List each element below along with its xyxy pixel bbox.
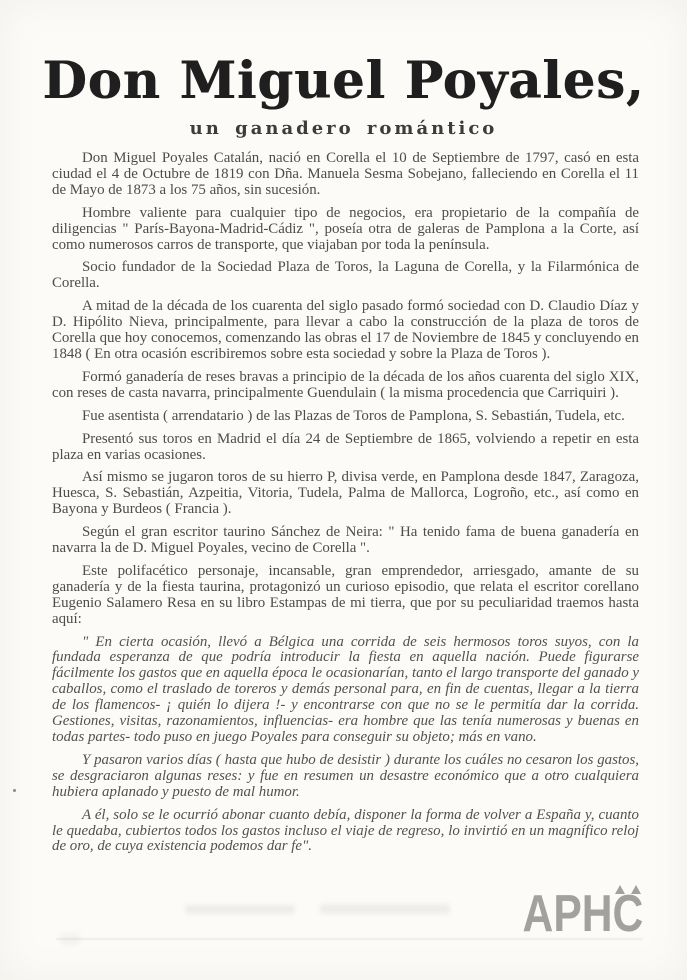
aphc-watermark: APHC bbox=[522, 885, 643, 943]
paragraph: A mitad de la década de los cuarenta del siglo pasado formó sociedad con D. Claudio Díaz y D. Hipólito Nieva, principalmente, para llevar a cabo la construcción de la plaza de toros de Corella que hoy conocemos, comenzando las obras el 17 de Noviembre de 1845 y concluyendo en 1848 ( En otra ocasión escribiremos sobre esta sociedad y sobre la Plaza de Toros ). bbox=[52, 298, 639, 362]
paragraph: " En cierta ocasión, llevó a Bélgica una corrida de seis hermosos toros suyos, con la fundada esperanza de que podría introducir la fiesta en aquella nación. Puede figurarse fácilmente los gastos que en aquella época le ocasionarían, tanto el largo transporte del ganado y caballos, como el traslado de toreros y demás personal para, en fin de cuentas, llegar a la tierra de los flamencos- ¡ quién lo dijera !- y encontrarse con que no se le permitía dar la corrida. Gestiones, visitas, razonamientos, influencias- era hombre que las tenía numerosas y buenas en todas partes- todo puso en juego Poyales para conseguir su objeto; más en vano. bbox=[52, 633, 639, 745]
page-bleedthrough-smudge bbox=[320, 904, 450, 914]
body-text bbox=[52, 151, 639, 855]
paragraph: Presentó sus toros en Madrid el día 24 de Septiembre de 1865, volviendo a repetir en esta plaza en varias ocasiones. bbox=[52, 430, 639, 463]
scan-speck bbox=[13, 789, 16, 792]
paragraph: Este polifacético personaje, incansable, gran emprendedor, arriesgado, amante de su ganadería y de la fiesta taurina, protagonizó un curioso episodio, que relata el escritor corellano Eugenio Salamero Resa en su libro Estampas de mi tierra, que por su peculiaridad traemos hasta aquí: bbox=[52, 562, 639, 627]
paragraph: Y pasaron varios días ( hasta que hubo de desistir ) durante los cuáles no cesaron los gastos, se desgraciaron algunas reses: y fue en resumen un desastre económico que a otro cualquiera hubiera aplanado y puesto de mal humor. bbox=[52, 751, 639, 800]
paragraph: Según el gran escritor taurino Sánchez de Neira: " Ha tenido fama de buena ganadería en navarra la de D. Miguel Poyales, vecino de Corella ". bbox=[52, 524, 639, 557]
paragraph: Así mismo se jugaron toros de su hierro P, divisa verde, en Pamplona desde 1847, Zaragoza, Huesca, S. Sebastián, Azpeitia, Vitoria, Tudela, Palma de Mallorca, Logroño, etc., así como en Bayona y Burdeos ( Francia ). bbox=[52, 469, 639, 518]
paragraph: Socio fundador de la Sociedad Plaza de Toros, la Laguna de Corella, y la Filarmónica de Corella. bbox=[52, 259, 639, 292]
page-subtitle: un ganadero romántico bbox=[189, 118, 498, 139]
paragraph: A él, solo se le ocurrió abonar cuanto debía, disponer la forma de volver a España y, cuanto le quedaba, cubiertos todos los gastos incluso el viaje de regreso, lo invirtió en un magnífico reloj de oro, de cuya existencia podemos dar fe". bbox=[52, 806, 639, 855]
page-bleedthrough-smudge bbox=[185, 905, 295, 914]
paragraph: Hombre valiente para cualquier tipo de negocios, era propietario de la compañía de diligencias " París-Bayona-Madrid-Cádiz ", poseía otra de galeras de Pamplona a la Corte, así como numerosos carros de transporte, que viajaban por toda la península. bbox=[52, 204, 639, 253]
paragraph: Don Miguel Poyales Catalán, nació en Corella el 10 de Septiembre de 1797, casó en esta ciudad el 4 de Octubre de 1819 con Dña. Manuela Sesma Sobejano, falleciendo en Corella el 11 de Mayo de 1873 a los 75 años, sin sucesión. bbox=[52, 150, 639, 198]
paragraph: Formó ganadería de reses bravas a principio de la década de los años cuarenta del siglo XIX, con reses de casta navarra, principalmente Guendulain ( la misma procedencia que Carriquiri ). bbox=[52, 368, 639, 401]
document-header bbox=[0, 0, 687, 139]
paragraph: Fue asentista ( arrendatario ) de las Plazas de Toros de Pamplona, S. Sebastián, Tudela, etc. bbox=[82, 407, 625, 424]
page-title: Don Miguel Poyales, bbox=[42, 51, 645, 111]
